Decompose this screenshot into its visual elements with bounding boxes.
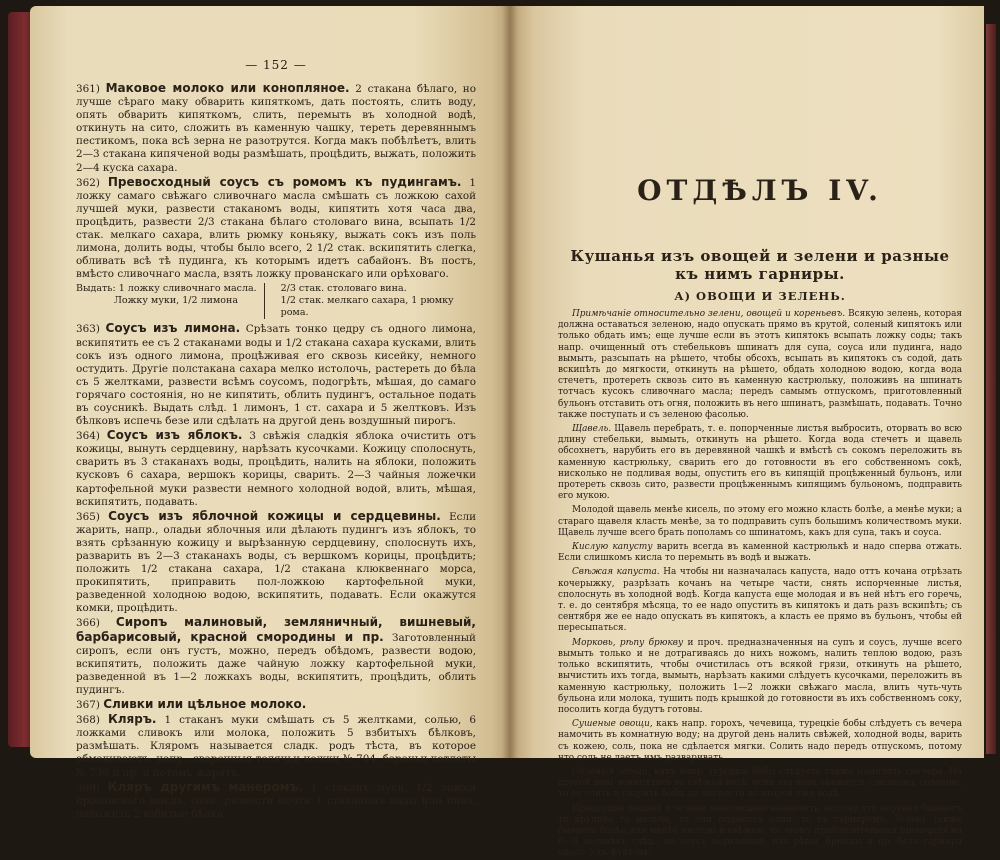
recipe-364: 364) Соусъ изъ яблокъ. 3 свѣжія сладкія яблока очистить отъ кожицы, вынуть сердцевину, нарѣзать кусочками. Кожицу сполоснуть, сварить въ 3 стаканахъ воды, процѣдить, налить на яблоки, положить кусковъ 6 сахара, вершокъ корицы, сварить. 2—3 чайныя ложечки картофельной муки развести немного холодной водой, влить, мѣшая, вскипятить, подавать.: [76, 428, 476, 508]
open-book: [8, 6, 996, 859]
recipe-366: 366) Сиропъ малиновый, земляничный, вишневый, барбарисовый, красной смородины и пр. Заготовленный сиропъ, если онъ густъ, можно, передъ обѣдомъ, развести водою, вскипятить, положить даже чайную ложку картофельной муки, разведенной въ 1—2 ложкахъ воды, вскипятить, процѣдить, облить пудингъ.: [76, 615, 476, 696]
paragraph: Молодой щавель менѣе кисель, по этому его можно класть болѣе, а менѣе муки; а стараго щавеля класть менѣе, за то подправить супъ большимъ количествомъ муки. Щавель лучше всего брать пополамъ со шпинатомъ, какъ для супа, такъ и соуса.: [558, 505, 962, 538]
paragraph: Пропорцію овощей и зелени невозможно назначить, потому что коренья бываютъ то крупнѣе то мельче, то они подаются одни, то съ гарниромъ. Зелень также бываетъ болѣе или менѣе чистою и свѣжею, по этому приблизительная пропорція на 6—8 человѣкъ слѣд.: на соусъ морковный, изъ рѣпы, брюквы и пр. безъ гарнира около 3-хъ фунтовъ.: [558, 803, 962, 859]
recipe-367: 367) Сливки или цѣльное молоко.: [76, 697, 307, 712]
recipe-369: 369) Кляръ другимъ манеромъ. 1 стаканъ муки, 1/2 ложки прованскаго масла, соли, развести почти 1 стаканомъ воды или пива, положить 2 взбитые бѣлка.: [76, 779, 476, 820]
recipe-361: 361) Маковое молоко или конопляное. 2 стакана бѣлаго, но лучше сѣраго маку обварить кипяткомъ, дать постоять, слить воду, опять обварить кипяткомъ, слить, перемыть въ холодной водѣ, откинуть на сито, сложить въ каменную чашку, тереть деревяннымъ пестикомъ, пока всѣ зерна не разотрутся. Когда макъ побѣлѣетъ, влить 2—3 стакана кипяченой воды размѣшать, процѣдить, выжать, положить 2—4 куска сахара.: [76, 81, 476, 174]
vegetables-text: [558, 309, 962, 860]
paragraph: Щавель. Щавель перебрать, т. е. попорченные листья выбросить, оторвать во всю длину стебельки, вымыть, откинуть на рѣшето. Когда вода стечетъ и щавель обсохнетъ, нарубить его въ деревянной чашкѣ и вмѣстѣ съ сокомъ переложить въ каменную кастрюльку, сварить его до готовности въ его собственномъ сокѣ, нисколько не подливая воды, опустить его въ кипящій процѣженный бульонъ, или протереть сквозь сито, развести процѣженнымъ кипящимъ бульономъ, подправить его мукою.: [558, 424, 962, 502]
left-page: [30, 6, 510, 820]
book-gutter: [502, 6, 518, 758]
paragraph: Морковь, рѣпу брюкву и проч. предназначенныя на супъ и соусъ, лучше всего вымыть только и не дотрагиваясь до нихъ ножомъ, налить теплою водою, разъ только вскипятить, чтобы очистилась отъ всякой грязи, откинуть на рѣшето, вычистить ихъ тогда, вымыть, нарѣзать какими слѣдуетъ кусочками, переложить въ каменную кастрюльку, положить 1—2 ложки свѣжаго масла, влить чуть-чуть бульона или молока, тушить подъ крышкой до готовности въ ихъ собственномъ соку, посолить когда будутъ готовы.: [558, 637, 962, 715]
section-subtitle: Кушанья изъ овощей и зелени и разные къ нимъ гарниры.: [570, 247, 950, 283]
recipe-list: [76, 82, 476, 281]
book-cover-right-edge: [986, 24, 996, 754]
paragraph: Свѣжая капуста. На чтобы ни назначалась капуста, надо оттъ кочана отрѣзать кочерыжку, разрѣзать кочанъ на четыре части, снять испорченные листья, сполоснуть въ холодной водѣ. Когда капуста еще молодая и въ ней нѣтъ его горечь, т. е. до сентября мѣсяца, то ее надо опустить въ кипятокъ и дать разъ вскипѣть; съ сентября же ее надо опускать въ кипятокъ, а класть ее прямо въ бульонъ, чтобы ей пересыпаться.: [558, 567, 962, 634]
recipe-365: 365) Соусъ изъ яблочной кожицы и сердцевины. Если жарить, напр., оладьи яблочныя или дѣлають пудингъ изъ яблокъ, то взять срѣзанную кожицу и вырѣзанную сердцевину, сполоснуть ихъ, разварить въ 2—3 стаканахъ воды, съ вершкомъ корицы, процѣдить; положить 1/2 стакана сахара, 1/2 стакана клюквеннаго морса, прокипятить, приправить пол-ложкою картофельной муки, разведенной холодною водою, вскипятить, подавать. Если окажутся комки, процѣдить.: [76, 508, 476, 615]
paragraph: Кислую капусту варить всегда въ каменной кастрюлькѣ и надо сперва отжать. Если слишкомъ кисла то перемыть въ водѣ и выжать.: [558, 542, 962, 564]
paragraph: Сушеные овощи, какъ напр. горохъ, чечевица, турецкіе бобы слѣдуетъ съ вечера намочить въ комнатную воду; на другой день налить свѣжей, холодной воды, варить съ кожею, соль, пока не сдѣлается мягки. Солить надо передъ отпускомъ, потому что соль не даетъ имъ разваривать.: [558, 719, 962, 763]
page-number: — 152 —: [245, 58, 307, 72]
recipe-362: 362) Превосходный соусъ съ ромомъ къ пудингамъ. 1 ложку самаго свѣжаго сливочнаго масла смѣшать съ ложкою сахой лучшей муки, развести стаканомъ воды, кипятить хотя часа два, процѣдить, развести 2/3 стакана бѣлаго столоваго вина, всыпать 1/2 стак. мелкаго сахара, влить рюмку коньяку, выжать сокъ изъ поль лимона, долить воды, чтобы было всего, 2 1/2 стак. вскипятить слегка, обливать всѣ тѣ пудинга, къ которымъ идетъ сабайонъ. Въ постъ, вмѣсто сливочнаго масла, взять ложку прованскаго или орѣховаго.: [76, 174, 476, 281]
recipe-list-continued: [76, 322, 476, 820]
recipe-368: 368) Кляръ. 1 стаканъ муки смѣшать съ 5 желтками, солью, 6 ложками сливокъ или молока, положить 5 взбитыхъ бѣлковъ, размѣшать. Кляромъ называется сладк. родъ тѣста, въ которое обмакиваютъ, напр., сваренныя телячьи ножки № 704, бараньи котлеты № 736 и пр. и потомъ жарятъ.: [76, 712, 476, 779]
right-page: [510, 6, 984, 859]
paragraph: Примѣчаніе относительно зелени, овощей и кореньевъ. Всякую зелень, которая должна оставаться зеленою, надо опускать прямо въ крутой, соленый кипятокъ или только обдать имъ; еще лучше если въ этотъ кипятокъ всыпать ложку соды; такъ напр. очищенный отъ стебельковъ шпинатъ для супа, соуса или пудинга, надо вымыть, разсыпать на рѣшето, чтобы обсохъ, всыпать въ кипятокъ съ содой, дать вскипѣть до мягкости, откинуть на рѣшето, обдать холодною водою, когда вода стечетъ, протереть сквозь сито въ каменную кастрюльку, положивъ на шпинатъ тотчасъ кусокъ сливочнаго масла; передъ самымъ отпускомъ, приготовленный бульонъ отставить отъ огня, положить въ него шпинатъ, размѣшать, подавать. Точно также поступать и съ зеленою фасолью.: [558, 309, 962, 420]
recipe-363: 363) Соусъ изъ лимона. Срѣзать тонко цедру съ одного лимона, вскипятить ее съ 2 стаканами воды и 1/2 стакана сахара кусками, влить сокъ изъ одного лимона, процѣживая его сквозь кисейку, немного остудить. Другіе полстакана сахара мелко истолочь, растереть до бѣла съ 5 желтками, развести всѣмъ соусомъ, подогрѣть, мѣшая, до самаго горячаго состоянія, но не кипятить, облить пудингъ, остальное подать въ соусникѣ. Выдать слѣд. 1 лимонъ, 1 ст. сахара и 5 желтковъ. Изъ бѣлковъ испечь безе или сдѣлать на другой день воздушный пирогъ.: [76, 321, 477, 428]
subsection-heading: А) ОВОЩИ И ЗЕЛЕНЬ.: [674, 289, 846, 303]
paragraph: Соленыя овощи, какъ напр. турецкіе бобы слѣдуетъ также намочить свечера. На другой день вскипятить въ свѣжей водѣ, если эта вода окажется слишкомъ соленою, то ее слить и сварить бобы до мягкости во второй уже водѣ.: [558, 766, 962, 800]
servings-table: Выдать: 1 ложку сливочнаго масла. Ложку муки, 1/2 лимона 2/3 стак. столоваго вина. 1/2 стак. мелкаго сахара, 1 рюмку рома.: [76, 283, 454, 319]
section-title: ОТДѢЛЪ IV.: [637, 174, 883, 207]
